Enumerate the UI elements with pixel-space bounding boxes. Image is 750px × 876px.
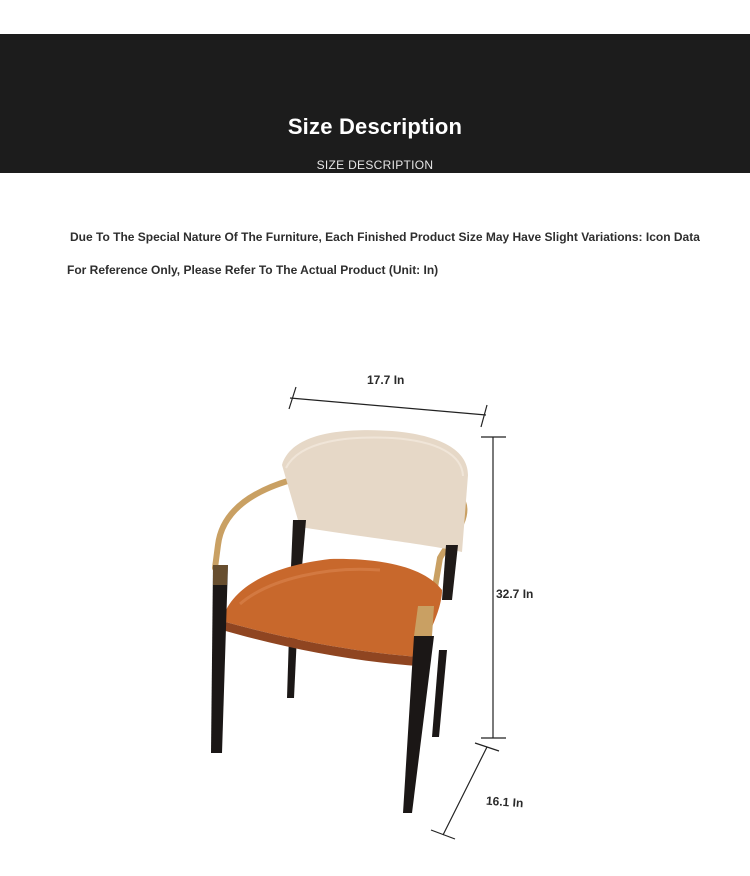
disclaimer-line-2: For Reference Only, Please Refer To The Actual Product (Unit: In) xyxy=(67,263,439,277)
depth-dimension-line xyxy=(431,743,499,839)
chair-arm-left xyxy=(215,480,291,568)
chair-seat xyxy=(222,559,442,657)
chair-illustration xyxy=(0,330,750,876)
page-title: Size Description xyxy=(287,114,463,139)
height-label: 32.7 In xyxy=(496,587,534,601)
width-label: 17.7 In xyxy=(367,373,405,387)
header-banner xyxy=(0,34,750,173)
page-subtitle: SIZE DESCRIPTION xyxy=(316,158,434,172)
disclaimer-line-1: Due To The Special Nature Of The Furniture, Each Finished Product Size May Have Slight Variations: Icon Data xyxy=(70,230,700,244)
chair-front-leg-left xyxy=(211,565,228,753)
depth-label: 16.1 In xyxy=(485,793,524,811)
chair-back-post-left xyxy=(291,520,306,567)
width-dimension-line xyxy=(289,387,487,427)
chair-back-leg-right xyxy=(432,650,447,737)
